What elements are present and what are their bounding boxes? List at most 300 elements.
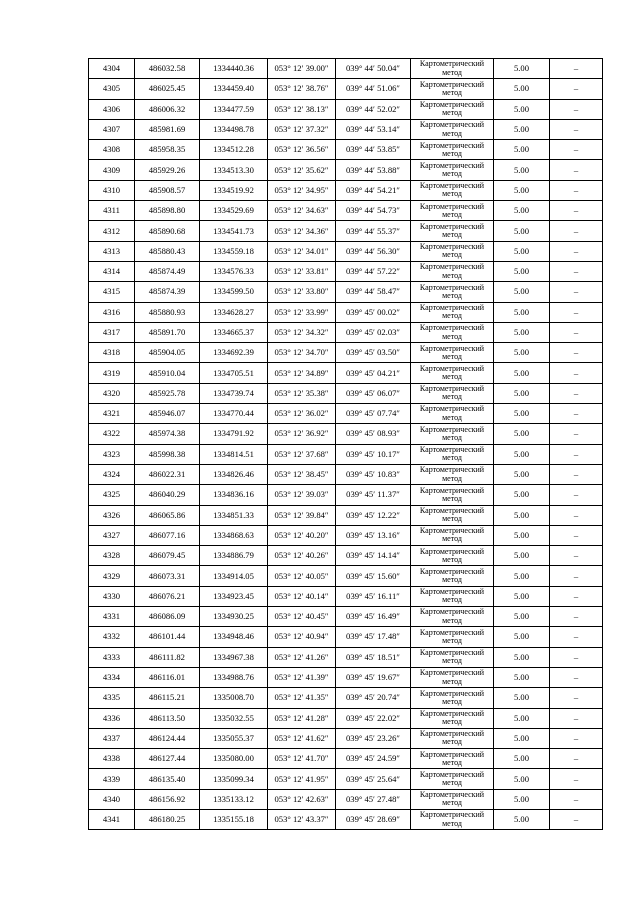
- coordinates-table-page: [88, 58, 602, 830]
- cell-x-coordinate: 485908.57: [135, 180, 200, 200]
- cell-point-number: 4318: [89, 343, 135, 363]
- cell-latitude: 053° 12′ 40.20″: [268, 525, 336, 545]
- table-row: [89, 302, 603, 322]
- cell-point-number: 4314: [89, 261, 135, 281]
- cell-method: Картометрический метод: [411, 99, 494, 119]
- cell-accuracy: 5.00: [494, 302, 550, 322]
- cell-latitude: 053° 12′ 41.28″: [268, 708, 336, 728]
- table-row: [89, 201, 603, 221]
- cell-longitude: 039° 45′ 10.83″: [336, 464, 411, 484]
- cell-method: Картометрический метод: [411, 728, 494, 748]
- cell-latitude: 053° 12′ 39.84″: [268, 505, 336, 525]
- table-row: [89, 160, 603, 180]
- cell-point-number: 4305: [89, 79, 135, 99]
- cell-y-coordinate: 1334665.37: [200, 322, 268, 342]
- cell-point-number: 4328: [89, 546, 135, 566]
- cell-point-number: 4329: [89, 566, 135, 586]
- cell-longitude: 039° 45′ 11.37″: [336, 485, 411, 505]
- cell-note: –: [550, 485, 603, 505]
- cell-y-coordinate: 1335055.37: [200, 728, 268, 748]
- cell-longitude: 039° 45′ 02.03″: [336, 322, 411, 342]
- cell-note: –: [550, 566, 603, 586]
- cell-note: –: [550, 769, 603, 789]
- cell-latitude: 053° 12′ 36.92″: [268, 424, 336, 444]
- cell-y-coordinate: 1334988.76: [200, 667, 268, 687]
- cell-latitude: 053° 12′ 36.02″: [268, 404, 336, 424]
- cell-accuracy: 5.00: [494, 343, 550, 363]
- table-row: [89, 261, 603, 281]
- cell-longitude: 039° 45′ 22.02″: [336, 708, 411, 728]
- table-row: [89, 627, 603, 647]
- cell-y-coordinate: 1334519.92: [200, 180, 268, 200]
- cell-method: Картометрический метод: [411, 261, 494, 281]
- cell-y-coordinate: 1335008.70: [200, 688, 268, 708]
- cell-method: Картометрический метод: [411, 343, 494, 363]
- cell-method: Картометрический метод: [411, 221, 494, 241]
- table-row: [89, 749, 603, 769]
- cell-latitude: 053° 12′ 34.01″: [268, 241, 336, 261]
- cell-note: –: [550, 586, 603, 606]
- cell-accuracy: 5.00: [494, 404, 550, 424]
- cell-accuracy: 5.00: [494, 789, 550, 809]
- cell-y-coordinate: 1334529.69: [200, 201, 268, 221]
- cell-latitude: 053° 12′ 35.62″: [268, 160, 336, 180]
- table-row: [89, 546, 603, 566]
- table-row: [89, 647, 603, 667]
- cell-x-coordinate: 486116.01: [135, 667, 200, 687]
- cell-longitude: 039° 45′ 16.49″: [336, 607, 411, 627]
- table-row: [89, 789, 603, 809]
- cell-longitude: 039° 44′ 57.22″: [336, 261, 411, 281]
- cell-method: Картометрический метод: [411, 59, 494, 79]
- cell-accuracy: 5.00: [494, 728, 550, 748]
- cell-latitude: 053° 12′ 36.56″: [268, 140, 336, 160]
- cell-accuracy: 5.00: [494, 485, 550, 505]
- cell-note: –: [550, 383, 603, 403]
- cell-point-number: 4311: [89, 201, 135, 221]
- cell-latitude: 053° 12′ 38.76″: [268, 79, 336, 99]
- cell-accuracy: 5.00: [494, 749, 550, 769]
- table-row: [89, 140, 603, 160]
- cell-accuracy: 5.00: [494, 59, 550, 79]
- cell-point-number: 4340: [89, 789, 135, 809]
- cell-latitude: 053° 12′ 34.89″: [268, 363, 336, 383]
- cell-longitude: 039° 44′ 54.21″: [336, 180, 411, 200]
- cell-latitude: 053° 12′ 37.68″: [268, 444, 336, 464]
- cell-accuracy: 5.00: [494, 180, 550, 200]
- cell-method: Картометрический метод: [411, 464, 494, 484]
- table-row: [89, 688, 603, 708]
- cell-x-coordinate: 486101.44: [135, 627, 200, 647]
- cell-x-coordinate: 486086.09: [135, 607, 200, 627]
- cell-note: –: [550, 809, 603, 829]
- cell-y-coordinate: 1334512.28: [200, 140, 268, 160]
- cell-longitude: 039° 45′ 08.93″: [336, 424, 411, 444]
- cell-accuracy: 5.00: [494, 546, 550, 566]
- cell-accuracy: 5.00: [494, 688, 550, 708]
- cell-note: –: [550, 79, 603, 99]
- cell-method: Картометрический метод: [411, 282, 494, 302]
- table-row: [89, 99, 603, 119]
- cell-longitude: 039° 45′ 20.74″: [336, 688, 411, 708]
- cell-method: Картометрический метод: [411, 79, 494, 99]
- cell-accuracy: 5.00: [494, 261, 550, 281]
- cell-y-coordinate: 1334477.59: [200, 99, 268, 119]
- cell-longitude: 039° 44′ 58.47″: [336, 282, 411, 302]
- cell-note: –: [550, 180, 603, 200]
- cell-accuracy: 5.00: [494, 99, 550, 119]
- cell-point-number: 4312: [89, 221, 135, 241]
- table-row: [89, 343, 603, 363]
- cell-x-coordinate: 485998.38: [135, 444, 200, 464]
- cell-accuracy: 5.00: [494, 79, 550, 99]
- cell-point-number: 4324: [89, 464, 135, 484]
- cell-latitude: 053° 12′ 39.03″: [268, 485, 336, 505]
- cell-y-coordinate: 1335155.18: [200, 809, 268, 829]
- cell-note: –: [550, 99, 603, 119]
- cell-latitude: 053° 12′ 40.26″: [268, 546, 336, 566]
- cell-point-number: 4319: [89, 363, 135, 383]
- cell-note: –: [550, 708, 603, 728]
- table-row: [89, 566, 603, 586]
- cell-note: –: [550, 505, 603, 525]
- cell-x-coordinate: 486115.21: [135, 688, 200, 708]
- cell-note: –: [550, 140, 603, 160]
- cell-note: –: [550, 221, 603, 241]
- cell-longitude: 039° 45′ 07.74″: [336, 404, 411, 424]
- cell-accuracy: 5.00: [494, 647, 550, 667]
- cell-x-coordinate: 485891.70: [135, 322, 200, 342]
- cell-x-coordinate: 486124.44: [135, 728, 200, 748]
- cell-y-coordinate: 1334967.38: [200, 647, 268, 667]
- cell-longitude: 039° 45′ 12.22″: [336, 505, 411, 525]
- table-row: [89, 769, 603, 789]
- cell-y-coordinate: 1335133.12: [200, 789, 268, 809]
- cell-latitude: 053° 12′ 40.94″: [268, 627, 336, 647]
- cell-note: –: [550, 261, 603, 281]
- cell-point-number: 4326: [89, 505, 135, 525]
- table-row: [89, 728, 603, 748]
- cell-point-number: 4313: [89, 241, 135, 261]
- cell-latitude: 053° 12′ 37.32″: [268, 119, 336, 139]
- cell-longitude: 039° 44′ 51.06″: [336, 79, 411, 99]
- cell-point-number: 4323: [89, 444, 135, 464]
- cell-method: Картометрический метод: [411, 667, 494, 687]
- cell-latitude: 053° 12′ 34.32″: [268, 322, 336, 342]
- cell-x-coordinate: 486025.45: [135, 79, 200, 99]
- cell-note: –: [550, 627, 603, 647]
- cell-y-coordinate: 1334513.30: [200, 160, 268, 180]
- cell-point-number: 4322: [89, 424, 135, 444]
- cell-accuracy: 5.00: [494, 444, 550, 464]
- cell-y-coordinate: 1335099.34: [200, 769, 268, 789]
- cell-y-coordinate: 1334498.78: [200, 119, 268, 139]
- cell-method: Картометрический метод: [411, 546, 494, 566]
- cell-longitude: 039° 44′ 56.30″: [336, 241, 411, 261]
- cell-accuracy: 5.00: [494, 322, 550, 342]
- cell-y-coordinate: 1334739.74: [200, 383, 268, 403]
- cell-y-coordinate: 1334559.18: [200, 241, 268, 261]
- cell-accuracy: 5.00: [494, 241, 550, 261]
- cell-point-number: 4338: [89, 749, 135, 769]
- cell-accuracy: 5.00: [494, 607, 550, 627]
- cell-latitude: 053° 12′ 41.62″: [268, 728, 336, 748]
- cell-accuracy: 5.00: [494, 383, 550, 403]
- cell-latitude: 053° 12′ 33.81″: [268, 261, 336, 281]
- cell-x-coordinate: 486113.50: [135, 708, 200, 728]
- cell-longitude: 039° 44′ 53.88″: [336, 160, 411, 180]
- cell-accuracy: 5.00: [494, 525, 550, 545]
- table-row: [89, 383, 603, 403]
- cell-accuracy: 5.00: [494, 464, 550, 484]
- cell-longitude: 039° 45′ 06.07″: [336, 383, 411, 403]
- cell-x-coordinate: 486065.86: [135, 505, 200, 525]
- cell-x-coordinate: 486077.16: [135, 525, 200, 545]
- cell-method: Картометрический метод: [411, 607, 494, 627]
- cell-y-coordinate: 1334628.27: [200, 302, 268, 322]
- cell-x-coordinate: 485981.69: [135, 119, 200, 139]
- cell-method: Картометрический метод: [411, 241, 494, 261]
- table-row: [89, 404, 603, 424]
- cell-longitude: 039° 44′ 54.73″: [336, 201, 411, 221]
- cell-x-coordinate: 485880.43: [135, 241, 200, 261]
- cell-method: Картометрический метод: [411, 322, 494, 342]
- table-row: [89, 525, 603, 545]
- table-row: [89, 708, 603, 728]
- cell-x-coordinate: 485890.68: [135, 221, 200, 241]
- cell-x-coordinate: 486006.32: [135, 99, 200, 119]
- cell-point-number: 4331: [89, 607, 135, 627]
- cell-y-coordinate: 1334791.92: [200, 424, 268, 444]
- cell-point-number: 4306: [89, 99, 135, 119]
- cell-accuracy: 5.00: [494, 769, 550, 789]
- cell-note: –: [550, 241, 603, 261]
- cell-latitude: 053° 12′ 33.99″: [268, 302, 336, 322]
- table-row: [89, 79, 603, 99]
- cell-note: –: [550, 444, 603, 464]
- cell-x-coordinate: 485910.04: [135, 363, 200, 383]
- cell-y-coordinate: 1334705.51: [200, 363, 268, 383]
- cell-point-number: 4325: [89, 485, 135, 505]
- cell-latitude: 053° 12′ 43.37″: [268, 809, 336, 829]
- cell-note: –: [550, 302, 603, 322]
- coordinates-table: [88, 58, 603, 830]
- cell-latitude: 053° 12′ 41.70″: [268, 749, 336, 769]
- cell-note: –: [550, 546, 603, 566]
- cell-longitude: 039° 45′ 28.69″: [336, 809, 411, 829]
- cell-x-coordinate: 485974.38: [135, 424, 200, 444]
- table-row: [89, 322, 603, 342]
- cell-x-coordinate: 486079.45: [135, 546, 200, 566]
- cell-note: –: [550, 728, 603, 748]
- cell-accuracy: 5.00: [494, 586, 550, 606]
- cell-x-coordinate: 486076.21: [135, 586, 200, 606]
- cell-method: Картометрический метод: [411, 383, 494, 403]
- cell-method: Картометрический метод: [411, 180, 494, 200]
- cell-accuracy: 5.00: [494, 505, 550, 525]
- cell-accuracy: 5.00: [494, 119, 550, 139]
- cell-longitude: 039° 45′ 19.67″: [336, 667, 411, 687]
- cell-longitude: 039° 45′ 23.26″: [336, 728, 411, 748]
- cell-y-coordinate: 1334541.73: [200, 221, 268, 241]
- cell-note: –: [550, 59, 603, 79]
- cell-point-number: 4304: [89, 59, 135, 79]
- cell-accuracy: 5.00: [494, 363, 550, 383]
- cell-longitude: 039° 45′ 25.64″: [336, 769, 411, 789]
- cell-longitude: 039° 44′ 52.02″: [336, 99, 411, 119]
- cell-latitude: 053° 12′ 40.45″: [268, 607, 336, 627]
- cell-x-coordinate: 485874.49: [135, 261, 200, 281]
- cell-point-number: 4309: [89, 160, 135, 180]
- cell-point-number: 4341: [89, 809, 135, 829]
- cell-accuracy: 5.00: [494, 221, 550, 241]
- cell-y-coordinate: 1334459.40: [200, 79, 268, 99]
- cell-method: Картометрический метод: [411, 444, 494, 464]
- cell-x-coordinate: 486180.25: [135, 809, 200, 829]
- cell-method: Картометрический метод: [411, 201, 494, 221]
- cell-y-coordinate: 1334692.39: [200, 343, 268, 363]
- cell-method: Картометрический метод: [411, 627, 494, 647]
- cell-point-number: 4327: [89, 525, 135, 545]
- cell-note: –: [550, 789, 603, 809]
- cell-method: Картометрический метод: [411, 566, 494, 586]
- cell-longitude: 039° 45′ 10.17″: [336, 444, 411, 464]
- cell-y-coordinate: 1334576.33: [200, 261, 268, 281]
- cell-latitude: 053° 12′ 41.95″: [268, 769, 336, 789]
- cell-note: –: [550, 201, 603, 221]
- cell-point-number: 4321: [89, 404, 135, 424]
- table-row: [89, 667, 603, 687]
- cell-method: Картометрический метод: [411, 160, 494, 180]
- cell-note: –: [550, 464, 603, 484]
- table-row: [89, 485, 603, 505]
- cell-latitude: 053° 12′ 41.35″: [268, 688, 336, 708]
- cell-note: –: [550, 363, 603, 383]
- cell-x-coordinate: 486156.92: [135, 789, 200, 809]
- cell-y-coordinate: 1335080.00: [200, 749, 268, 769]
- cell-method: Картометрический метод: [411, 485, 494, 505]
- cell-note: –: [550, 160, 603, 180]
- cell-y-coordinate: 1335032.55: [200, 708, 268, 728]
- cell-latitude: 053° 12′ 34.70″: [268, 343, 336, 363]
- cell-y-coordinate: 1334851.33: [200, 505, 268, 525]
- cell-point-number: 4310: [89, 180, 135, 200]
- cell-point-number: 4336: [89, 708, 135, 728]
- cell-latitude: 053° 12′ 38.45″: [268, 464, 336, 484]
- cell-y-coordinate: 1334948.46: [200, 627, 268, 647]
- cell-method: Картометрический метод: [411, 789, 494, 809]
- cell-latitude: 053° 12′ 33.80″: [268, 282, 336, 302]
- table-row: [89, 607, 603, 627]
- cell-y-coordinate: 1334886.79: [200, 546, 268, 566]
- cell-latitude: 053° 12′ 34.63″: [268, 201, 336, 221]
- cell-note: –: [550, 647, 603, 667]
- cell-x-coordinate: 486127.44: [135, 749, 200, 769]
- cell-latitude: 053° 12′ 34.95″: [268, 180, 336, 200]
- cell-method: Картометрический метод: [411, 505, 494, 525]
- table-row: [89, 363, 603, 383]
- cell-method: Картометрический метод: [411, 404, 494, 424]
- cell-accuracy: 5.00: [494, 667, 550, 687]
- table-row: [89, 809, 603, 829]
- cell-note: –: [550, 322, 603, 342]
- cell-x-coordinate: 485880.93: [135, 302, 200, 322]
- cell-method: Картометрический метод: [411, 363, 494, 383]
- cell-longitude: 039° 45′ 03.50″: [336, 343, 411, 363]
- table-row: [89, 505, 603, 525]
- cell-method: Картометрический метод: [411, 424, 494, 444]
- cell-latitude: 053° 12′ 40.05″: [268, 566, 336, 586]
- cell-longitude: 039° 45′ 15.60″: [336, 566, 411, 586]
- cell-x-coordinate: 486135.40: [135, 769, 200, 789]
- cell-x-coordinate: 486040.29: [135, 485, 200, 505]
- cell-point-number: 4315: [89, 282, 135, 302]
- cell-longitude: 039° 45′ 17.48″: [336, 627, 411, 647]
- cell-point-number: 4337: [89, 728, 135, 748]
- table-row: [89, 444, 603, 464]
- cell-method: Картометрический метод: [411, 586, 494, 606]
- cell-point-number: 4320: [89, 383, 135, 403]
- cell-y-coordinate: 1334814.51: [200, 444, 268, 464]
- cell-method: Картометрический метод: [411, 302, 494, 322]
- table-row: [89, 59, 603, 79]
- cell-y-coordinate: 1334868.63: [200, 525, 268, 545]
- cell-point-number: 4332: [89, 627, 135, 647]
- cell-accuracy: 5.00: [494, 424, 550, 444]
- cell-x-coordinate: 485925.78: [135, 383, 200, 403]
- cell-point-number: 4334: [89, 667, 135, 687]
- table-row: [89, 119, 603, 139]
- table-row: [89, 586, 603, 606]
- cell-accuracy: 5.00: [494, 282, 550, 302]
- cell-longitude: 039° 45′ 18.51″: [336, 647, 411, 667]
- table-row: [89, 241, 603, 261]
- cell-x-coordinate: 485904.05: [135, 343, 200, 363]
- cell-note: –: [550, 343, 603, 363]
- cell-x-coordinate: 485874.39: [135, 282, 200, 302]
- cell-x-coordinate: 486032.58: [135, 59, 200, 79]
- cell-latitude: 053° 12′ 34.36″: [268, 221, 336, 241]
- cell-y-coordinate: 1334599.50: [200, 282, 268, 302]
- cell-latitude: 053° 12′ 40.14″: [268, 586, 336, 606]
- cell-x-coordinate: 485898.80: [135, 201, 200, 221]
- cell-method: Картометрический метод: [411, 809, 494, 829]
- cell-x-coordinate: 486073.31: [135, 566, 200, 586]
- cell-note: –: [550, 119, 603, 139]
- cell-longitude: 039° 45′ 14.14″: [336, 546, 411, 566]
- cell-longitude: 039° 45′ 24.59″: [336, 749, 411, 769]
- cell-accuracy: 5.00: [494, 708, 550, 728]
- cell-latitude: 053° 12′ 35.38″: [268, 383, 336, 403]
- cell-longitude: 039° 45′ 00.02″: [336, 302, 411, 322]
- cell-y-coordinate: 1334914.05: [200, 566, 268, 586]
- cell-point-number: 4333: [89, 647, 135, 667]
- table-row: [89, 282, 603, 302]
- cell-note: –: [550, 424, 603, 444]
- cell-method: Картометрический метод: [411, 140, 494, 160]
- cell-accuracy: 5.00: [494, 627, 550, 647]
- cell-longitude: 039° 44′ 50.04″: [336, 59, 411, 79]
- cell-point-number: 4317: [89, 322, 135, 342]
- cell-latitude: 053° 12′ 41.26″: [268, 647, 336, 667]
- cell-y-coordinate: 1334440.36: [200, 59, 268, 79]
- cell-method: Картометрический метод: [411, 769, 494, 789]
- cell-latitude: 053° 12′ 41.39″: [268, 667, 336, 687]
- table-row: [89, 424, 603, 444]
- cell-x-coordinate: 485929.26: [135, 160, 200, 180]
- cell-method: Картометрический метод: [411, 749, 494, 769]
- cell-latitude: 053° 12′ 39.00″: [268, 59, 336, 79]
